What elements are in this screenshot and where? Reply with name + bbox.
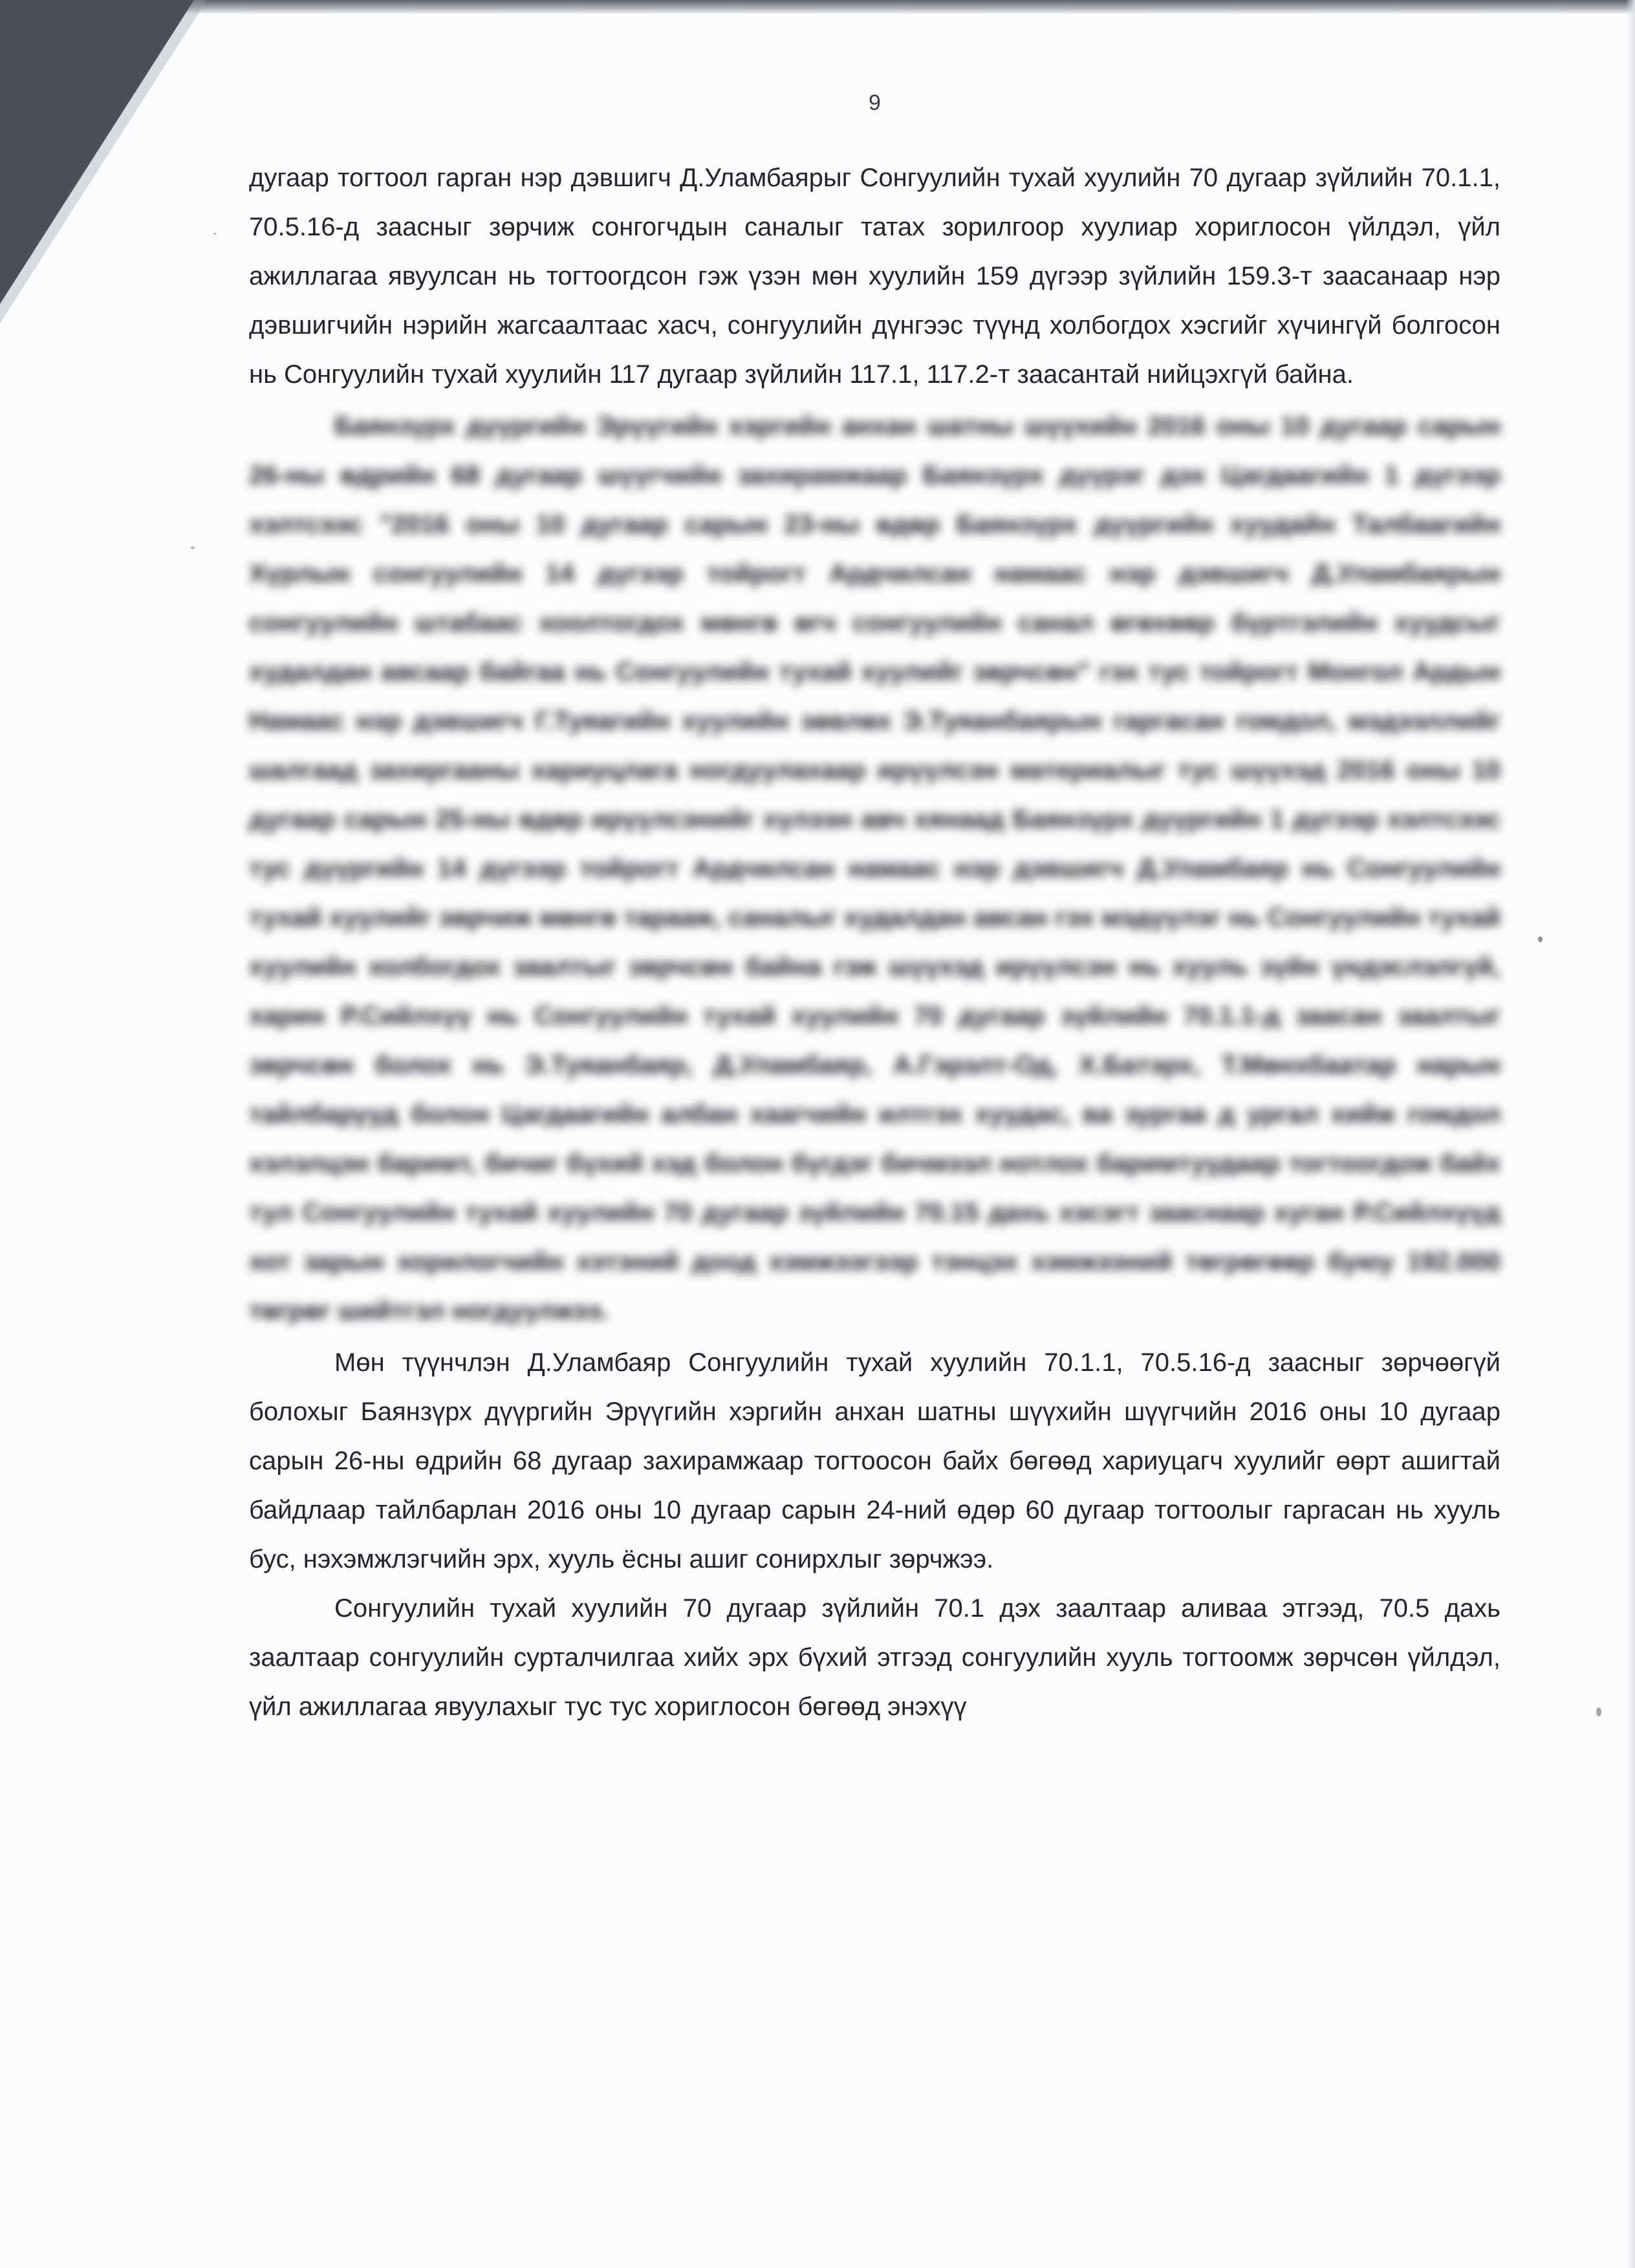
scan-speck [191, 546, 195, 549]
document-body [249, 91, 1500, 1731]
folded-corner [0, 0, 194, 304]
scan-speck [213, 233, 217, 235]
page-number: 9 [869, 91, 881, 115]
paragraph-4: Сонгуулийн тухай хуулийн 70 дугаар зүйлийн 70.1 дэх заалтаар аливаа этгээд, 70.5 дахь заалтаар сонгуулийн сурталчилгаа хийх эрх бүхий этгээд сонгуулийн хууль тогтоомж зөрчсөн үйлдэл, үйл ажиллагаа явуулахыг тус тус хориглосон бөгөөд энэхүү [249, 1594, 1500, 1721]
paragraph-3: Мөн түүнчлэн Д.Уламбаяр Сонгуулийн тухай хуулийн 70.1.1, 70.5.16-д заасныг зөрчөөгүй болохыг Баянзүрх дүүргийн Эрүүгийн хэргийн анхан шатны шүүхийн шүүгчийн 2016 оны 10 дугаар сарын 26-ны өдрийн 68 дугаар захирамжаар тогтоосон байх бөгөөд хариуцагч хуулийг өөрт ашигтай байдлаар тайлбарлан 2016 оны 10 дугаар сарын 24-ний өдөр 60 дугаар тогтоолыг гаргасан нь хууль бус, нэхэмжлэгчийн эрх, хууль ёсны ашиг сонирхлыг зөрчжээ. [249, 1348, 1500, 1573]
scanner-right-edge [1626, 0, 1635, 2268]
paragraph-2-redacted: Баянзүрх дүүргийн Эрүүгийн хэргийн анхан шатны шүүхийн 2016 оны 10 дугаар сарын 26-ны өдрийн 68 дугаар шүүгчийн захирамжаар Баянзүрх дүүрэг дэх Цагдаагийн 1 дүгээр хэлтсээс "2016 оны 10 дугаар сарын 23-ны өдөр Баянзүрх дүүргийн хуудайн Талбаагийн Хүрлын сонгуулийн 14 дүгээр тойрогт Ардчилсан намаас нэр дэвшигч Д.Уламбаярын сонгуулийн штабаас хоолтогдох мөнгө өгч сонгуулийн санал өгөхөөр бүртгэлийн хуудсыг худалдан авсаар байгаа нь Сонгуулийн тухай хуулийг зөрчсөн" гэх тус тойрогт Монгол Ардын Намаас нэр дэвшигч Г.Туяагийн хуулийн зөвлөх Э.Туяанбаярын гаргасан гомдол, мэдээллийг шалгаад захиргааны хариуцлага ногдуулахаар ирүүлсэн материалыг тус шүүхэд 2016 оны 10 дугаар сарын 25-ны өдөр ирүүлсэнийг хүлээн авч хянаад Баянзүрх дүүргийн 1 дүгээр хэлтсээс тус дүүргийн 14 дүгээр тойрогт Ардчилсан намаас нэр дэвшигч Д.Уламбаяр нь Сонгуулийн тухай хуулийг зөрчиж мөнгө тарааж, саналыг худалдан авсан гэх мэдүүлэг нь Сонгуулийн тухай хуулийн холбогдох заалтыг зөрчсөн байна гэж шүүхэд ирүүлсэн нь хууль зүйн үндэслэлгүй, харин Р.Сийлхүү нь Сонгуулийн тухай хуулийн 70 дугаар зүйлийн 70.1.1-д заасан заалтыг зөрчсөн болох нь Э.Туяанбаяр, Д.Уламбаяр, А.Гэрэлт-Од, Х.Батэрх, Т.Мөнхбаатар нарын тайлбарууд болон Цагдаагийн албан хаагчийн илтгэх хуудас, ва зургаа д ургал хийж гомдол хэлэлцэн баримт, бичиг бүхий хэд болон бүгдэг бичмээл нотлох баримтуудаар тогтоогдож байх тул Сонгуулийн тухай хуулийн 70 дугаар зүйлийн 70.15 дахь хэсэгт зааснаар хуган Р.Сийлхүүд хот зарын хорилогчийн хэтэний доод хэмжээгээр тэнцэх хэмжээний төгрөгөөр буюу 192.000 төгрөг шийтгэл ногдуулжээ. [249, 412, 1500, 1325]
scan-speck [1596, 1707, 1601, 1716]
paragraph-1: дугаар тогтоол гарган нэр дэвшигч Д.Уламбаярыг Сонгуулийн тухай хуулийн 70 дугаар зүйлийн 70.1.1, 70.5.16-д заасныг зөрчиж сонгогчдын саналыг татах зорилгоор хуулиар хориглосон үйлдэл, үйл ажиллагаа явуулсан нь тогтоогдсон гэж үзэн мөн хуулийн 159 дүгээр зүйлийн 159.3-т заасанаар нэр дэвшигчийн нэрийн жагсаалтаас хасч, сонгуулийн дүнгээс түүнд холбогдох хэсгийг хүчингүй болгосон нь Сонгуулийн тухай хуулийн 117 дугаар зүйлийн 117.1, 117.2-т заасантай нийцэхгүй байна. [249, 164, 1500, 389]
scan-speck [1538, 936, 1543, 942]
scanner-top-edge [0, 0, 1635, 14]
